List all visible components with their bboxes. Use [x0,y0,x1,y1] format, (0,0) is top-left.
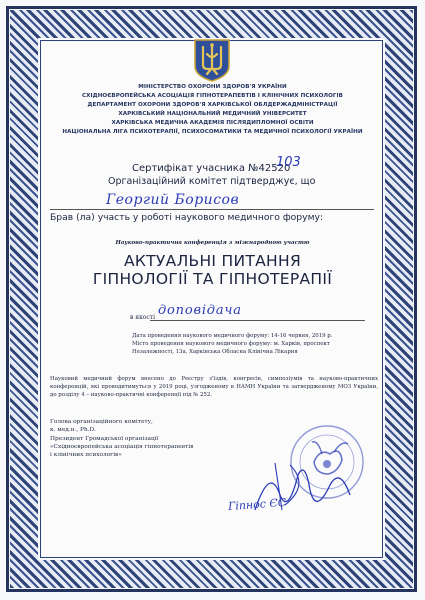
participation-text: Брав (ла) участь у роботі наукового медичного форуму: [50,212,324,223]
org-line: ХАРКІВСЬКА МЕДИЧНА АКАДЕМІЯ ПІСЛЯДИПЛОМНОЇ ОСВІТИ [111,120,314,126]
confirm-text: Організаційний комітет підтверджує, що [108,176,316,187]
signature-scribble-icon [250,455,360,525]
conference-type: Науково-практична конференція з міжнародною участю [115,240,310,246]
organizations-list [46,83,379,137]
role-label: в якості [130,314,156,321]
org-line: МІНІСТЕРСТВО ОХОРОНИ ЗДОРОВ'Я УКРАЇНИ [138,84,287,90]
certificate-number-handwritten: 103 [276,155,301,170]
org-line: НАЦІОНАЛЬНА ЛІГА ПСИХОТЕРАПІЇ, ПСИХОСОМАТИКИ ТА МЕДИЧНОЇ ПСИХОЛОГІЇ УКРАЇНИ [62,129,363,135]
signature-line: і клінічних психологів» [50,452,122,459]
register-note: Науковий медичний форум внесено до Реєстру з'їздів, конгресів, симпозіумів та науково-практичних конференцій, які проводитимуться у 2019 році, узгодженому в НАМН України та затвердженому МОЗ України, до розділу 4 – науково-практичні конференції під № 252. [50,376,378,399]
signature-line: Президент Громадської організації [50,435,159,442]
role-handwritten: доповідача [158,303,242,318]
signature-line: к. мед.н., Ph.D. [50,427,96,434]
signature-handwritten: Гіпнос ЄС [227,495,287,514]
org-line: ДЕПАРТАМЕНТ ОХОРОНИ ЗДОРОВ'Я ХАРКІВСЬКОЇ ОБЛДЕРЖАДМІНІСТРАЦІЇ [87,102,338,108]
conference-title-line: АКТУАЛЬНІ ПИТАННЯ [123,252,302,270]
name-underline [50,209,374,210]
forum-details [132,332,372,357]
org-line: СХІДНОЄВРОПЕЙСЬКА АСОЦІАЦІЯ ГІПНОТЕРАПЕВТІВ І КЛІНІЧНИХ ПСИХОЛОГІВ [82,93,343,99]
signature-line: Голова організаційного комітету, [50,419,153,425]
certificate-number-label: Сертифікат учасника №42520 [132,163,291,174]
role-underline [150,320,365,321]
forum-place: Місто проведення наукового медичного форуму: м. Харків, проспект Незалежності, 13а, Харківська Обласна Клінічна Лікарня [132,341,330,356]
signature-block [50,418,260,459]
conference-title [46,252,379,288]
conference-title-line: ГІПНОЛОГІЇ ТА ГІПНОТЕРАПІЇ [92,270,333,288]
signature-line: «Східноєвропейська асоціація гіпнотерапевтів [50,443,194,450]
participant-name: Георгий Борисов [106,192,240,208]
trident-crest-icon [193,38,231,82]
org-line: ХАРКІВСЬКИЙ НАЦІОНАЛЬНИЙ МЕДИЧНИЙ УНІВЕРСИТЕТ [118,111,307,117]
forum-dates: Дата проведення наукового медичного форуму: 14-16 червня, 2019 р. [132,333,333,339]
